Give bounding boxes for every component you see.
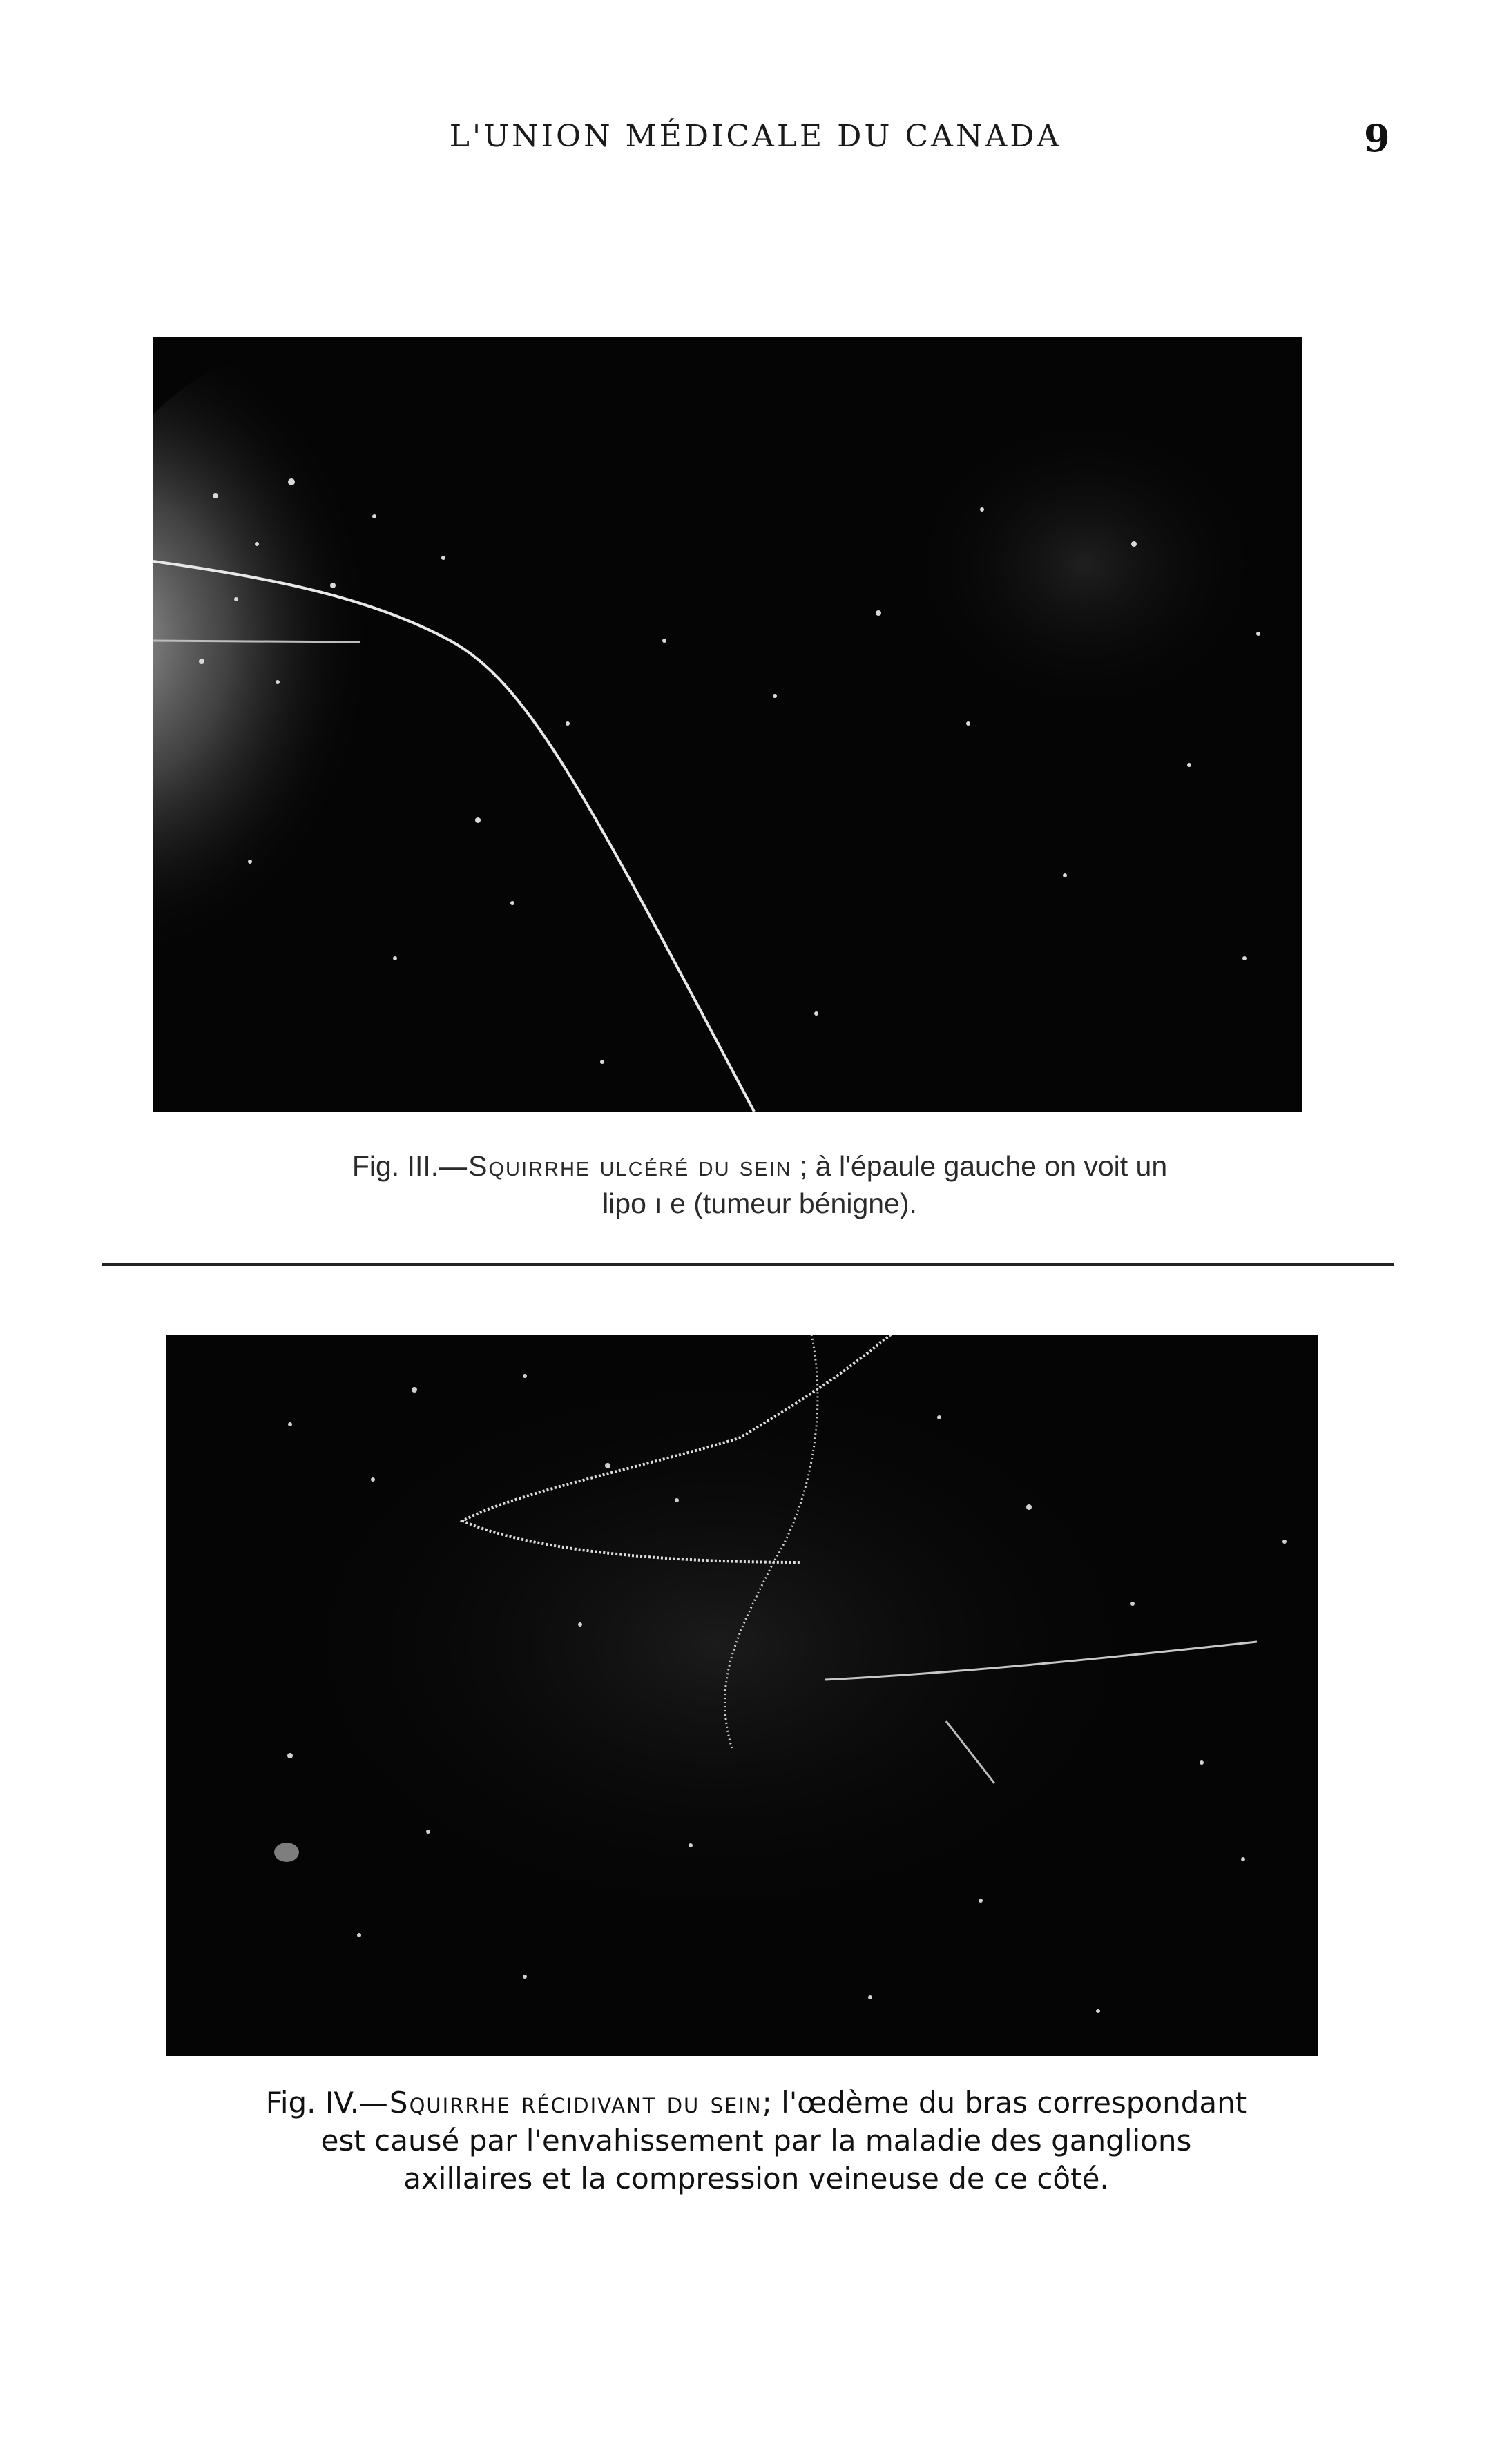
figure-3-caption-line-1 — [193, 1147, 1326, 1185]
figure-3-title: —Squirrhe ulcéré du sein — [439, 1150, 792, 1182]
figure-4-title: —Squirrhe récidivant du sein — [358, 2086, 762, 2119]
figure-4-label: Fig. IV. — [265, 2086, 359, 2119]
figure-3-photograph — [153, 337, 1302, 1112]
figure-4-caption-text-1: ; l'œdème du bras correspondant — [762, 2086, 1247, 2119]
figure-4-photo-graphic — [166, 1335, 1318, 2056]
figure-3-label: Fig. III. — [352, 1150, 439, 1182]
figure-4-caption — [148, 2084, 1364, 2198]
figure-4-caption-line-1 — [148, 2084, 1364, 2122]
running-head: L'UNION MÉDICALE DU CANADA — [449, 119, 1062, 154]
figure-4-caption-line-2: est causé par l'envahissement par la maladie des ganglions — [320, 2124, 1192, 2157]
figure-3-caption-line-2: lipo ı e (tumeur bénigne). — [602, 1187, 917, 1219]
figure-4-caption-line-3: axillaires et la compression veineuse de ce côté. — [403, 2162, 1109, 2195]
figure-3-caption — [193, 1147, 1326, 1222]
page-number: 9 — [1364, 116, 1390, 160]
figure-3-photo-graphic — [153, 337, 1302, 1112]
figure-4-photograph — [166, 1335, 1318, 2056]
figure-3-caption-text-1: ; à l'épaule gauche on voit un — [791, 1150, 1168, 1182]
separator-rule — [102, 1263, 1394, 1266]
